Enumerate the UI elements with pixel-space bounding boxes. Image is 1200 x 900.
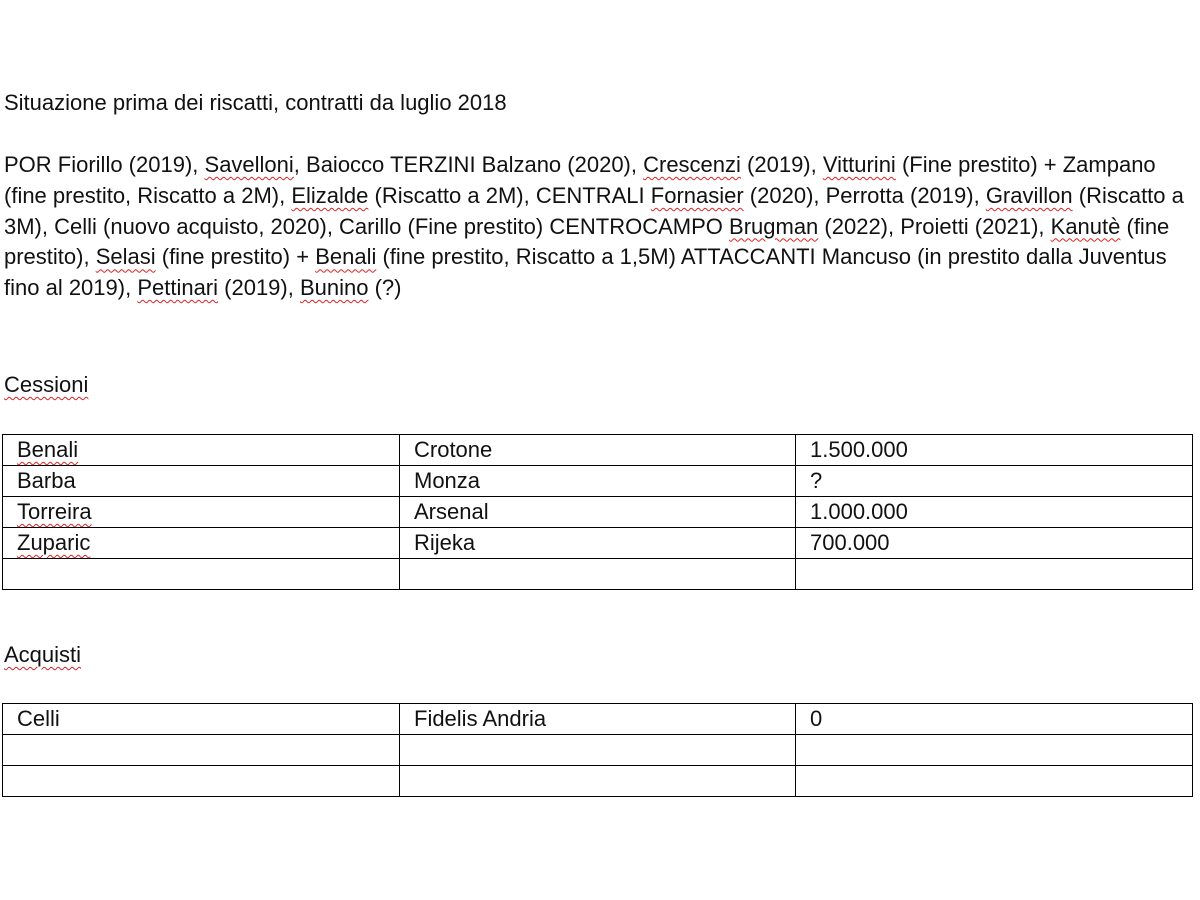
- cell-player: [3, 735, 400, 766]
- paragraph-text: (Riscatto a 2M), CENTRALI: [368, 182, 651, 208]
- club-text: Monza: [414, 468, 481, 493]
- paragraph-text: (2019),: [218, 275, 300, 301]
- paragraph-text: (Riscatto a 3M), Celli (nuovo acquisto, 2020), Carillo (Fine prestito) CENTROCAMPO: [4, 182, 1184, 239]
- table-row: [3, 435, 1193, 466]
- paragraph-text: (2020), Perrotta (2019),: [743, 182, 986, 208]
- cell-player: [3, 497, 400, 528]
- cell-amount: [796, 528, 1193, 559]
- player-text: Celli: [17, 706, 60, 731]
- paragraph-text: , Baiocco TERZINI Balzano (2020),: [293, 152, 644, 177]
- amount-text: 1.000.000: [810, 499, 908, 524]
- cell-player: [3, 435, 400, 466]
- cell-club: [400, 435, 796, 466]
- paragraph-text: (Fine prestito) + Zampano (fine prestito, Riscatto a 2M),: [4, 152, 1156, 208]
- cell-player: [3, 466, 400, 497]
- cell-club: [400, 466, 796, 497]
- cell-club: [400, 735, 796, 766]
- paragraph-text: (?): [368, 275, 402, 301]
- cessioni-title-text: Cessioni: [4, 372, 89, 397]
- acquisti-title: [4, 642, 81, 668]
- player-name-spellcheck: Brugman: [729, 213, 819, 239]
- player-name-spellcheck: Crescenzi: [643, 152, 741, 177]
- club-text: Rijeka: [414, 530, 476, 555]
- player-name-spellcheck: Gravillon: [985, 182, 1073, 208]
- amount-text: 0: [810, 706, 823, 731]
- cell-amount: [796, 559, 1193, 590]
- table-row: [3, 766, 1193, 797]
- cell-club: [400, 528, 796, 559]
- club-text: Fidelis Andria: [414, 706, 547, 731]
- player-text: Torreira: [17, 499, 92, 524]
- club-text: Crotone: [414, 437, 493, 462]
- cessioni-table: [2, 434, 1193, 590]
- table-row: [3, 704, 1193, 735]
- table-row: [3, 559, 1193, 590]
- player-name-spellcheck: Bunino: [299, 275, 369, 301]
- player-name-spellcheck: Selasi: [95, 244, 156, 270]
- amount-text: 700.000: [810, 530, 890, 555]
- player-text: Barba: [17, 468, 76, 493]
- player-text: Zuparic: [17, 530, 91, 555]
- table-row: [3, 528, 1193, 559]
- cell-club: [400, 559, 796, 590]
- document-heading: Situazione prima dei riscatti, contratti da luglio 2018: [4, 90, 507, 115]
- club-text: Arsenal: [414, 499, 489, 524]
- cell-club: [400, 497, 796, 528]
- cell-player: [3, 528, 400, 559]
- player-name-spellcheck: Fornasier: [650, 182, 744, 208]
- amount-text: ?: [810, 468, 823, 493]
- cell-player: [3, 766, 400, 797]
- cell-amount: [796, 766, 1193, 797]
- cell-club: [400, 704, 796, 735]
- paragraph-text: (2022), Proietti (2021),: [818, 213, 1051, 239]
- player-name-spellcheck: Vitturini: [822, 152, 896, 177]
- amount-text: 1.500.000: [810, 437, 908, 462]
- paragraph-text: (fine prestito, Riscatto a 1,5M) ATTACCANTI Mancuso (in prestito dalla Juventus fino al 2019),: [4, 244, 1167, 301]
- cell-player: [3, 704, 400, 735]
- cell-amount: [796, 466, 1193, 497]
- cell-player: [3, 559, 400, 590]
- paragraph-text: (fine prestito) +: [155, 244, 316, 270]
- player-name-spellcheck: Savelloni: [204, 152, 294, 177]
- player-name-spellcheck: Elizalde: [291, 182, 369, 208]
- acquisti-table: [2, 703, 1193, 797]
- cessioni-title: [4, 372, 88, 398]
- cell-amount: [796, 735, 1193, 766]
- paragraph-text: POR Fiorillo (2019),: [4, 152, 205, 177]
- cell-amount: [796, 497, 1193, 528]
- player-text: Benali: [17, 437, 79, 462]
- paragraph-text: (2019),: [740, 152, 823, 177]
- paragraph-text: (fine prestito),: [4, 213, 1170, 270]
- player-name-spellcheck: Pettinari: [137, 275, 219, 301]
- table-row: [3, 735, 1193, 766]
- cell-club: [400, 766, 796, 797]
- table-row: [3, 497, 1193, 528]
- acquisti-title-text: Acquisti: [4, 642, 82, 667]
- cell-amount: [796, 435, 1193, 466]
- squad-paragraph: [4, 150, 1196, 304]
- player-name-spellcheck: Kanutè: [1050, 213, 1121, 239]
- table-row: [3, 466, 1193, 497]
- cell-amount: [796, 704, 1193, 735]
- player-name-spellcheck: Benali: [315, 244, 377, 270]
